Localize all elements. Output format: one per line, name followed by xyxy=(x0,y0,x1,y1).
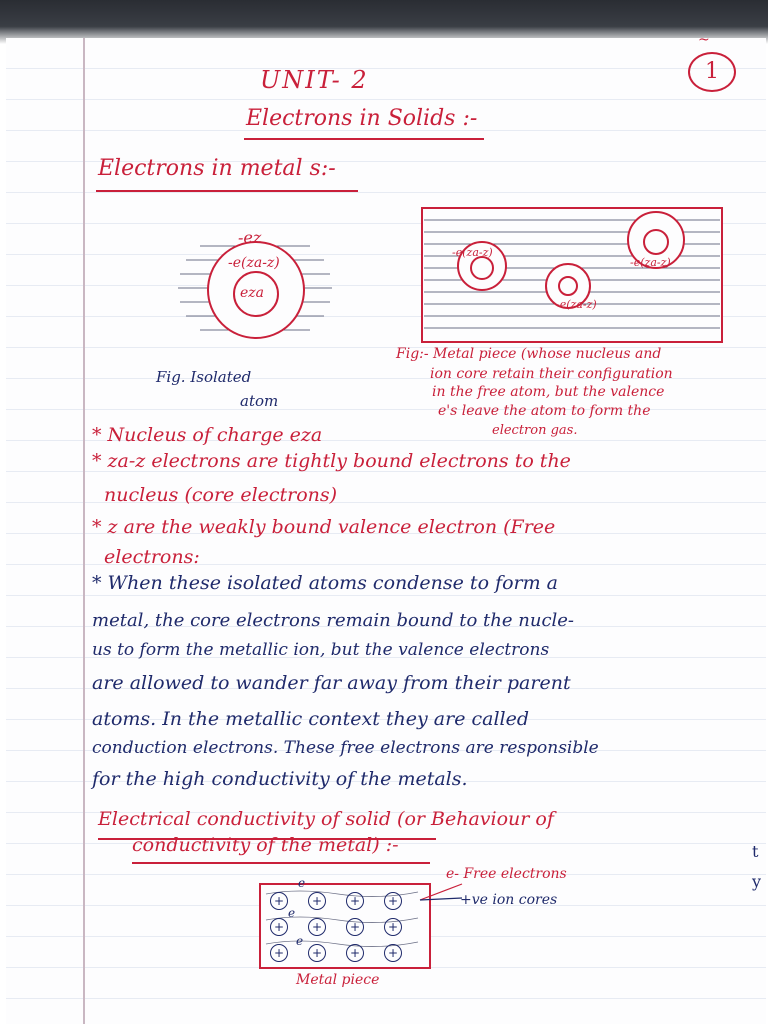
note-core-electrons-2: nucleus (core electrons) xyxy=(104,484,338,506)
electron-symbol: e xyxy=(298,876,306,890)
ion-core: + xyxy=(346,892,364,910)
ion-core: + xyxy=(384,892,402,910)
ion-core: + xyxy=(270,892,288,910)
unit-title: UNIT- 2 xyxy=(260,66,369,94)
legend-free-electrons: e- Free electrons xyxy=(446,866,567,882)
ion-core: + xyxy=(308,944,326,962)
corner-mark: ~ xyxy=(698,32,710,48)
ion-core: + xyxy=(346,918,364,936)
ion-core: + xyxy=(270,944,288,962)
caption-metal-3: in the free atom, but the valence xyxy=(432,384,665,400)
metal-piece-figure xyxy=(418,200,728,348)
heading-underline xyxy=(244,138,484,140)
electron-symbol: e xyxy=(288,906,296,920)
note-valence-electrons-1: * z are the weakly bound valence electron (Free xyxy=(92,516,556,538)
edge-mark: t xyxy=(752,842,759,861)
caption-isolated-1: Fig. Isolated xyxy=(156,368,252,386)
paragraph-line: * When these isolated atoms condense to form a xyxy=(92,572,558,594)
heading-underline xyxy=(96,190,358,192)
ion-core: + xyxy=(384,918,402,936)
heading-electrons-in-metals: Electrons in metal s:- xyxy=(98,156,336,181)
legend-pointer xyxy=(418,880,464,904)
electron-symbol: e xyxy=(296,934,304,948)
caption-metal-4: e's leave the atom to form the xyxy=(438,403,651,419)
legend-ion-cores: +ve ion cores xyxy=(460,892,558,908)
ion-core-inner xyxy=(559,277,577,295)
ion-core-inner xyxy=(644,230,668,254)
caption-metal-2: ion core retain their configuration xyxy=(430,366,673,382)
caption-isolated-2: atom xyxy=(240,392,279,410)
ion-core: + xyxy=(384,944,402,962)
label-ion-2: -e(za-z) xyxy=(556,298,597,311)
page-number: 1 xyxy=(688,52,736,92)
margin-line xyxy=(83,38,85,1024)
paragraph-line: us to form the metallic ion, but the valence electrons xyxy=(92,640,550,660)
caption-metal-5: electron gas. xyxy=(492,423,578,438)
label-ion-1: -e(za-z) xyxy=(452,246,493,259)
paragraph-line: metal, the core electrons remain bound to the nucle- xyxy=(92,610,575,631)
note-core-electrons-1: * za-z electrons are tightly bound electrons to the xyxy=(92,450,571,472)
paragraph-line: atoms. In the metallic context they are called xyxy=(92,708,530,730)
ion-core: + xyxy=(346,944,364,962)
ion-core-inner xyxy=(471,257,493,279)
label-valence: -ez xyxy=(238,228,262,247)
ion-core-grid xyxy=(270,892,430,964)
ion-core: + xyxy=(270,918,288,936)
heading-underline xyxy=(132,862,430,864)
paragraph-line: conduction electrons. These free electrons are responsible xyxy=(92,738,599,758)
note-valence-electrons-2: electrons: xyxy=(104,546,200,568)
label-ion-3: -e(za-z) xyxy=(630,256,671,269)
label-core: -e(za-z) xyxy=(228,255,280,271)
conductivity-heading-1: Electrical conductivity of solid (or Behaviour of xyxy=(98,808,554,830)
heading-electrons-in-solids: Electrons in Solids :- xyxy=(246,106,478,131)
lattice-caption: Metal piece xyxy=(296,972,380,988)
paragraph-line: for the high conductivity of the metals. xyxy=(92,768,468,790)
conductivity-heading-2: conductivity of the metal) :- xyxy=(132,834,399,856)
caption-metal-1: Fig:- Metal piece (whose nucleus and xyxy=(396,346,662,362)
note-nucleus-charge: * Nucleus of charge eza xyxy=(92,424,323,446)
paragraph-line: are allowed to wander far away from their parent xyxy=(92,672,571,694)
edge-mark: y xyxy=(752,872,762,891)
ion-core: + xyxy=(308,918,326,936)
ion-core: + xyxy=(308,892,326,910)
label-nucleus: eza xyxy=(240,285,265,301)
